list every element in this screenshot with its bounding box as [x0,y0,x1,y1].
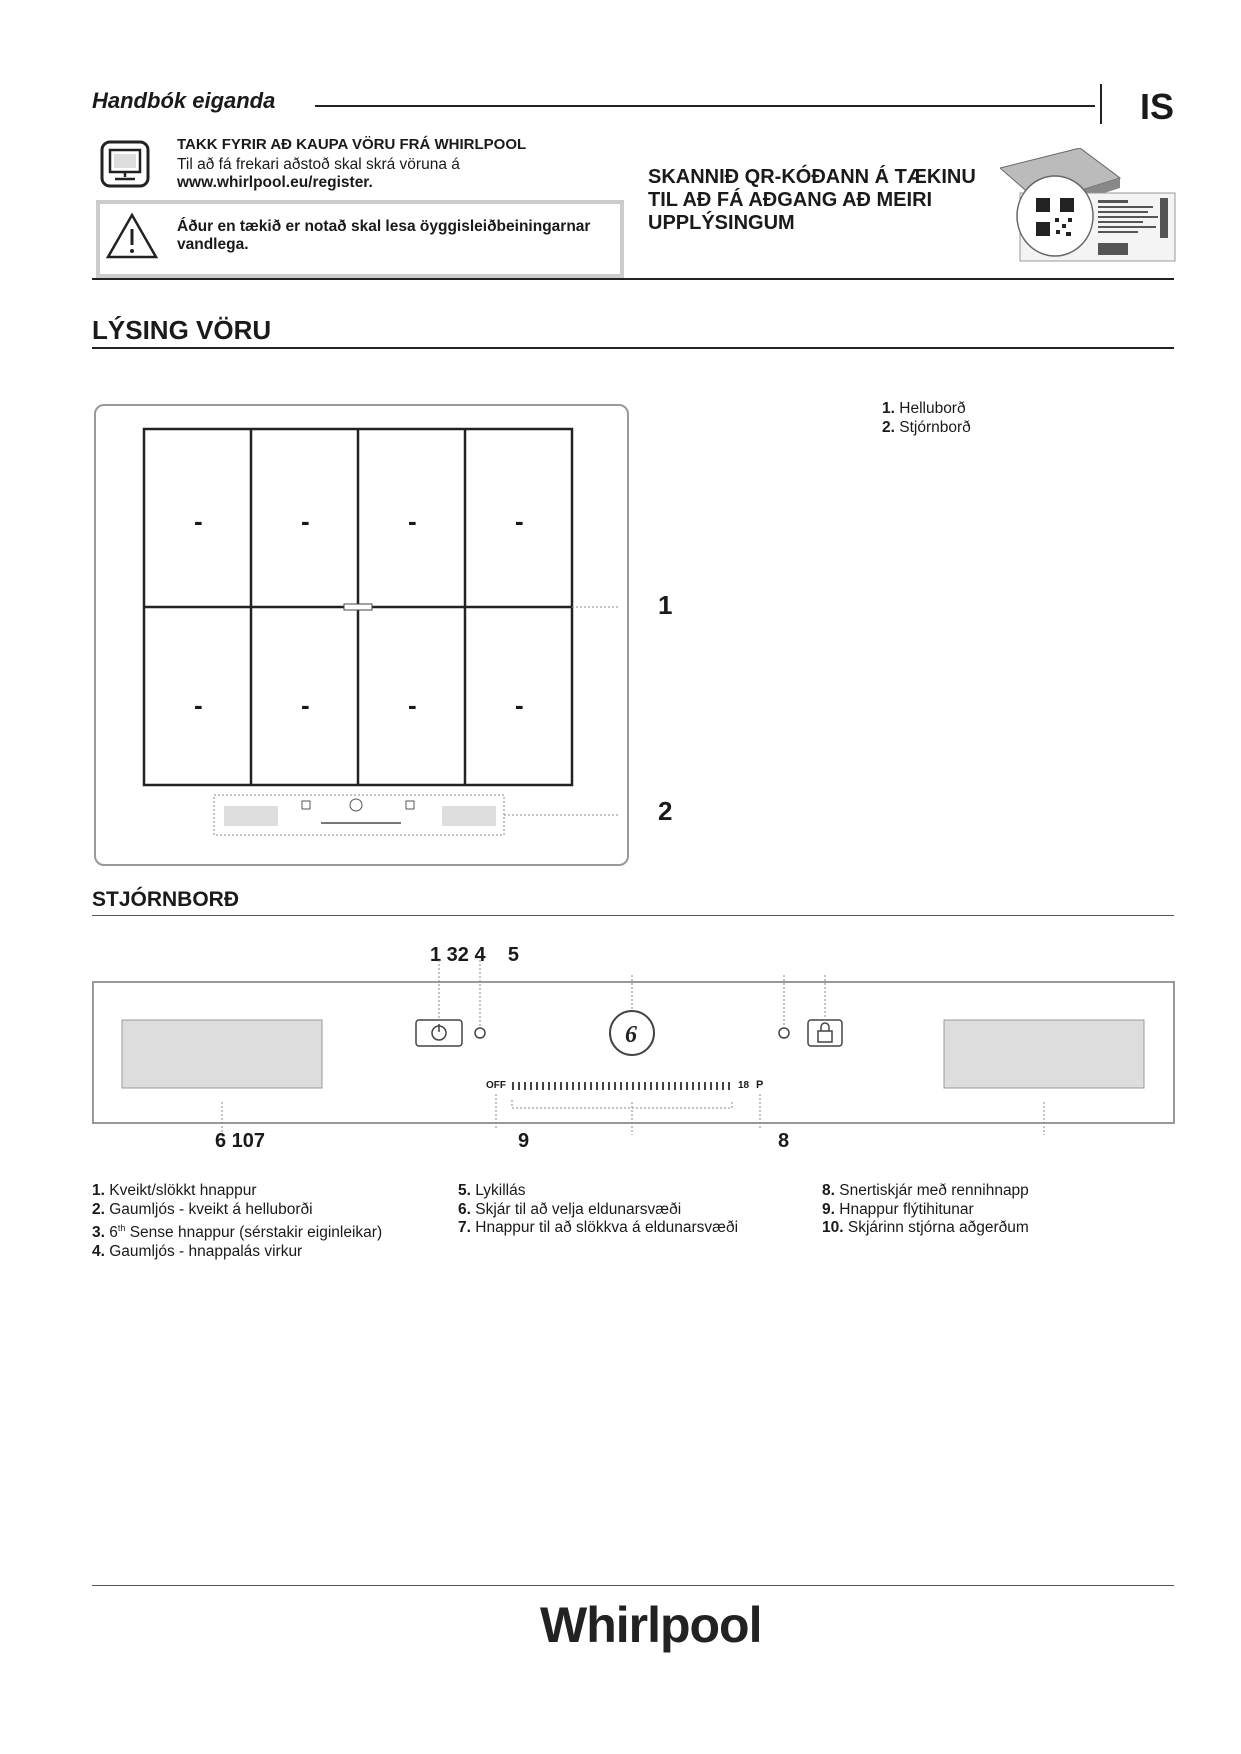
registration-text-body: Til að fá frekari aðstoð skal skrá vöruna á [177,156,460,173]
section-rule [92,915,1174,916]
legend-text: Skjárinn stjórna aðgerðum [847,1219,1029,1236]
zone-indicator: - [515,690,524,720]
legend-num: 9. [822,1200,835,1218]
legend-control-col1 [92,1182,382,1261]
slider-max-label: 18 [738,1080,750,1091]
zone-indicator: - [301,506,310,536]
legend-control-col2 [458,1182,738,1238]
footer-rule [92,1585,1174,1586]
legend-num: 7. [458,1219,471,1236]
hob-drawing [94,404,625,862]
section-title-product: LÝSING VÖRU [92,315,272,345]
legend-num: 10. [822,1219,844,1236]
section-rule [92,347,1174,349]
header-rule [315,105,1095,107]
registration-text [177,156,617,192]
legend-item [822,1219,1029,1238]
legend-item [458,1182,738,1201]
callout-2: 2 [658,796,673,826]
legend-text: Gaumljós - hnappalás virkur [109,1242,303,1260]
legend-num: 6. [458,1200,471,1218]
legend-product [882,399,971,437]
legend-sup: th [117,1223,126,1233]
top-rule [92,278,1174,280]
warning-text: Áður en tækið er notað skal lesa öyggisleiðbeiningarnar vandlega. [177,218,591,253]
legend-text: Snertiskjár með rennihnapp [839,1182,1029,1199]
legend-item [92,1182,382,1201]
control-bottom-callout-left: 6 107 [215,1130,266,1152]
legend-num: 2. [92,1200,105,1218]
callout-1: 1 [658,590,673,620]
legend-text: Hnappur flýtihitunar [839,1200,974,1218]
control-panel-drawing [92,960,1173,1140]
appliance-label-illustration [1000,148,1178,263]
slider-off-label: OFF [486,1080,506,1091]
legend-text: Hnappur til að slökkva á eldunarsvæði [475,1219,739,1236]
legend-text: Skjár til að velja eldunarsvæði [475,1200,682,1218]
zone-indicator: - [515,506,524,536]
legend-item [92,1219,382,1243]
legend-num: 5. [458,1182,471,1199]
legend-text: Gaumljós - kveikt á helluborði [109,1200,313,1218]
zone-indicator: - [194,690,203,720]
legend-num: 8. [822,1182,835,1199]
registration-link[interactable]: www.whirlpool.eu/register [177,174,369,191]
legend-item [822,1201,1029,1220]
legend-num: 1. [92,1182,105,1199]
legend-text: Sense hnappur (sérstakir eiginleikar) [125,1224,383,1242]
registration-period: . [368,174,373,191]
legend-item [822,1182,1029,1201]
warning-icon [106,212,158,260]
legend-text: Helluborð [899,400,966,417]
control-bottom-callout-right: 8 [778,1130,790,1152]
legend-item [92,1243,382,1262]
legend-item [92,1201,382,1220]
section-title-control-panel: STJÓRNBORÐ [92,888,240,911]
legend-num: 1. [882,400,895,417]
legend-text: Lykillás [475,1182,526,1199]
legend-text: Kveikt/slökkt hnappur [109,1182,257,1199]
legend-text: Stjórnborð [899,419,971,436]
legend-item [882,418,971,437]
computer-icon [100,140,150,188]
header-divider [1100,84,1102,124]
legend-item [458,1201,738,1220]
language-code: IS [1140,86,1175,127]
legend-control-col3 [822,1182,1029,1238]
zone-indicator: - [408,690,417,720]
control-bottom-callout-mid: 9 [518,1130,530,1152]
slider-boost-label: P [756,1079,764,1091]
control-top-callouts: 1 32 4 5 [430,944,519,966]
legend-num: 3. [92,1224,105,1242]
legend-num: 2. [882,419,895,436]
qr-instruction: SKANNIÐ QR-KÓÐANN Á TÆKINU TIL AÐ FÁ AÐGANG AÐ MEIRI UPPLÝSINGUM [648,166,976,234]
zone-indicator: - [301,690,310,720]
legend-num: 4. [92,1242,105,1260]
zone-indicator: - [408,506,417,536]
legend-text: 6 [109,1224,118,1242]
legend-item [458,1219,738,1238]
registration-heading: TAKK FYRIR AÐ KAUPA VÖRU FRÁ WHIRLPOOL [177,136,527,153]
manual-title: Handbók eiganda [92,88,276,113]
brand-logo: Whirlpool [540,1597,762,1653]
svg-text:6: 6 [625,1022,637,1048]
legend-item [882,399,971,418]
zone-indicator: - [194,506,203,536]
